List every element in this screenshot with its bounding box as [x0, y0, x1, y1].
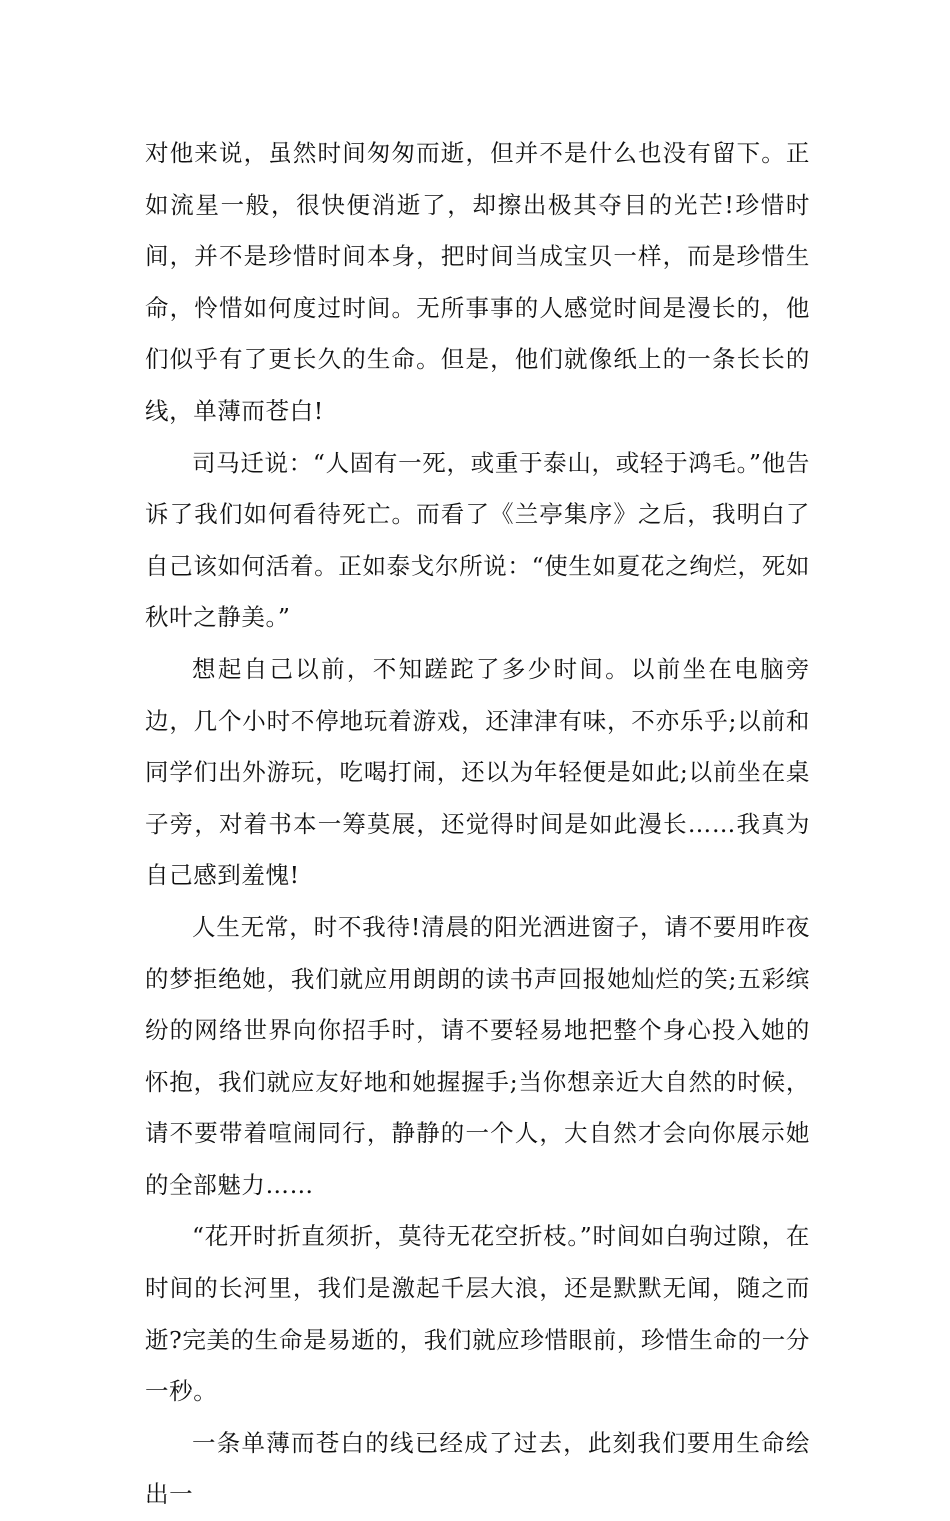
paragraph-6: 一条单薄而苍白的线已经成了过去，此刻我们要用生命绘出一: [145, 1428, 810, 1509]
paragraph-1: 对他来说，虽然时间匆匆而逝，但并不是什么也没有留下。正如流星一般，很快便消逝了，却擦出极其夺目的光芒!珍惜时间，并不是珍惜时间本身，把时间当成宝贝一样，而是珍惜生命，怜惜如何度过时间。无所事事的人感觉时间是漫长的，他们似乎有了更长久的生命。但是，他们就像纸上的一条长长的线，单薄而苍白!: [145, 139, 810, 425]
paragraph-5: “花开时折直须折，莫待无花空折枝。”时间如白驹过隙，在时间的长河里，我们是激起千层大浪，还是默默无闻，随之而逝?完美的生命是易逝的，我们就应珍惜眼前，珍惜生命的一分一秒。: [145, 1222, 810, 1406]
paragraph-4: 人生无常，时不我待!清晨的阳光洒进窗子，请不要用昨夜的梦拒绝她，我们就应用朗朗的读书声回报她灿烂的笑;五彩缤纷的网络世界向你招手时，请不要轻易地把整个身心投入她的怀抱，我们就应友好地和她握握手;当你想亲近大自然的时候，请不要带着喧闹同行，静静的一个人，大自然才会向你展示她的全部魅力……: [145, 912, 810, 1199]
document-body: [145, 128, 810, 1521]
paragraph-3: 想起自己以前，不知蹉跎了多少时间。以前坐在电脑旁边，几个小时不停地玩着游戏，还津津有味，不亦乐乎;以前和同学们出外游玩，吃喝打闹，还以为年轻便是如此;以前坐在桌子旁，对着书本一筹莫展，还觉得时间是如此漫长……我真为自己感到羞愧!: [145, 654, 810, 890]
paragraph-2: 司马迁说：“人固有一死，或重于泰山，或轻于鸿毛。”他告诉了我们如何看待死亡。而看了《兰亭集序》之后，我明白了自己该如何活着。正如泰戈尔所说：“使生如夏花之绚烂，死如秋叶之静美。”: [145, 448, 810, 632]
